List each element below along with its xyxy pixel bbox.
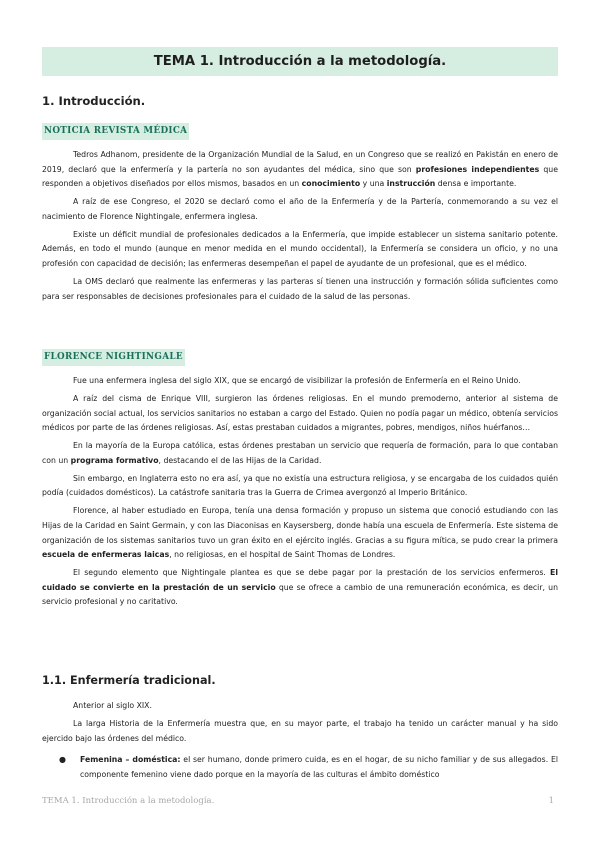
paragraph: Existe un déficit mundial de profesionales dedicados a la Enfermería, que impide establecer un sistema sanitario potente. Además, en todo el mundo (aunque en menor medida en el mundo occidental), la Enfermería se considera un oficio, y no una profesión con capacidad de decisión; las enfermeras desempeñan el papel de ayudante de un profesional, que es el médico. — [42, 229, 558, 268]
paragraph: En la mayoría de la Europa católica, estas órdenes prestaban un servicio que requería de formación, para lo que contaban con un programa formativo, destacando el de las Hijas de la Caridad. — [42, 441, 558, 465]
florence-heading: FLORENCE NIGHTINGALE — [42, 349, 185, 366]
paragraph: La OMS declaró que realmente las enfermeras y las parteras sí tienen una instrucción y formación sólida suficientes como para ser responsables de decisiones profesionales para el cuidado de la salud de las personas. — [42, 276, 558, 301]
page-number: 1 — [548, 796, 554, 806]
subsection-body — [42, 699, 558, 750]
noticia-heading: NOTICIA REVISTA MÉDICA — [42, 123, 189, 140]
paragraph: Fue una enfermera inglesa del siglo XIX, que se encargó de visibilizar la profesión de Enfermería en el Reino Unido. — [73, 376, 521, 385]
section-heading-introduccion: 1. Introducción. — [42, 94, 146, 108]
noticia-body — [42, 148, 558, 308]
paragraph: Florence, al haber estudiado en Europa, tenía una densa formación y propuso un sistema que conoció estudiando con las Hijas de la Caridad en Saint Germain, y con las Diaconisas en Kaysersberg, donde había una escuela de Enfermería. Este sistema de organización de los sistemas sanitarios tuvo un gran éxito en el ejército inglés. Gracias a su figura mítica, se pudo crear la primera escuela de enfermeras laicas, no religiosas, en el hospital de Saint Thomas de Londres. — [42, 506, 558, 560]
paragraph: La larga Historia de la Enfermería muestra que, en su mayor parte, el trabajo ha tenido un carácter manual y ha sido ejercido bajo las órdenes del médico. — [42, 718, 558, 743]
subsection-heading: 1.1. Enfermería tradicional. — [42, 674, 216, 687]
page-title: TEMA 1. Introducción a la metodología. — [153, 54, 447, 69]
paragraph: Sin embargo, en Inglaterra esto no era así, ya que no existía una estructura religiosa, y se encargaba de los cuidados quién podía (cuidados domésticos). La catástrofe sanitaria tras la Guerra de Crimea avergonzó al Imperio Británico. — [42, 473, 558, 498]
paragraph: A raíz de ese Congreso, el 2020 se declaró como el año de la Enfermería y de la Partería, conmemorando a su vez el nacimiento de Florence Nightingale, enfermera inglesa. — [42, 197, 558, 221]
footer-text: TEMA 1. Introducción a la metodología. — [42, 796, 215, 806]
paragraph: Anterior al siglo XIX. — [73, 701, 152, 710]
paragraph: A raíz del cisma de Enrique VIII, surgieron las órdenes religiosas. En el mundo premoderno, anterior al sistema de organización social actual, los servicios sanitarios no estaban a cargo del Estado. Quien no podía pagar un médico, obtenía servicios médicos por parte de las órdenes religiosas. Así, estas prestaban cuidados a migrantes, pobres, mendigos, niños huérfanos… — [42, 393, 558, 433]
florence-body — [42, 374, 558, 613]
title-banner — [42, 47, 558, 76]
bullet-icon: ● — [59, 755, 66, 764]
paragraph: El segundo elemento que Nightingale plantea es que se debe pagar por la prestación de los servicios enfermeros. El cuidado se convierte en la prestación de un servicio que se ofrece a cambio de una remuneración económica, es decir, un servicio profesional y no caritativo. — [42, 568, 558, 607]
paragraph: Tedros Adhanom, presidente de la Organización Mundial de la Salud, en un Congreso que se realizó en Pakistán en enero de 2019, declaró que la enfermería y la partería no son ayudantes del médica, sino que son profesiones independientes que responden a objetivos diseñados por ellos mismos, basados en un conocimiento y una instrucción densa e importante. — [42, 150, 558, 189]
list-item: ● Femenina – doméstica: el ser humano, donde primero cuida, es en el hogar, de su nicho familiar y de sus allegados. El componente femenino viene dado porque en la mayoría de las culturas el ámbito doméstico — [59, 755, 558, 779]
